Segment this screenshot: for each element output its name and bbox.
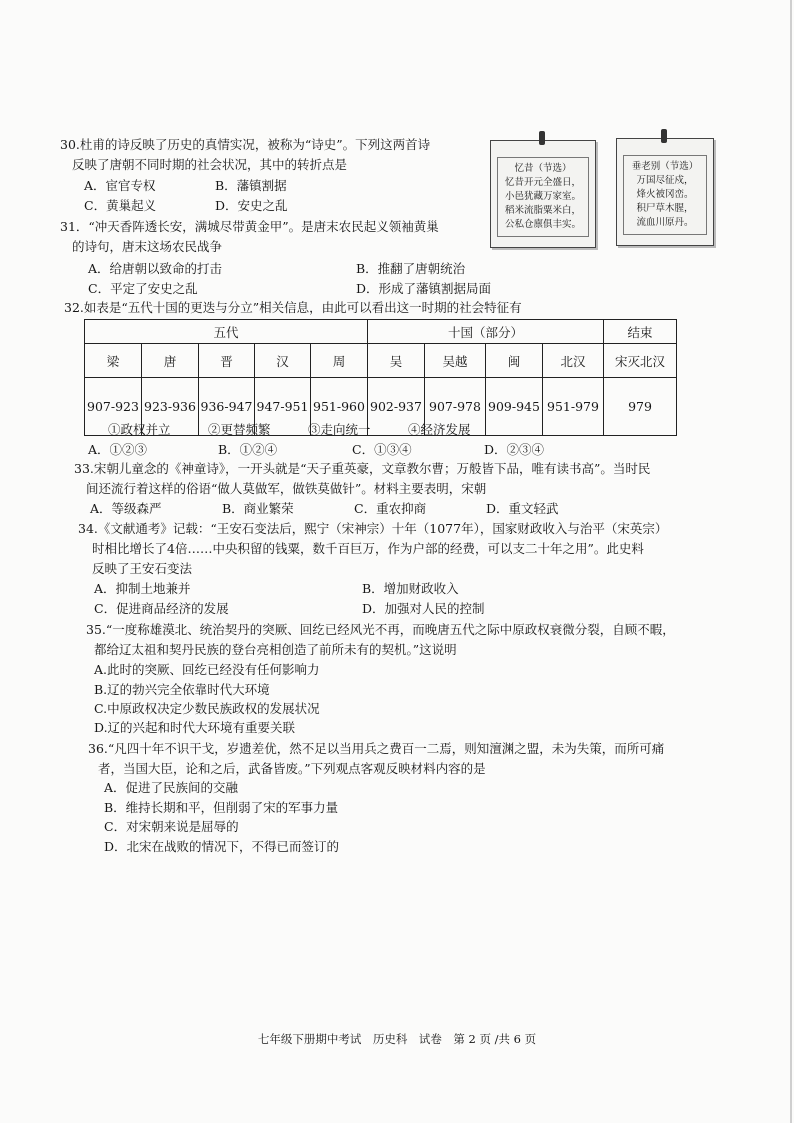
- table-cell-name: 唐: [142, 344, 199, 378]
- q36-stem-line2: 者，当国大臣，论和之后，武备皆废。”下列观点客观反映材料内容的是: [98, 761, 486, 776]
- table-cell-years: 909-945: [486, 378, 543, 436]
- table-cell-years: 907-923: [85, 378, 142, 436]
- q32-numbered-items: ①政权并立 ②更替频繁 ③走向统一 ④经济发展: [108, 422, 471, 437]
- q34-option-c[interactable]: C．促进商品经济的发展: [94, 601, 229, 616]
- q33-option-a[interactable]: A．等级森严: [90, 501, 162, 516]
- q32-option-a[interactable]: A．①②③: [88, 442, 148, 457]
- table-cell-name: 汉: [255, 344, 311, 378]
- q34-option-d[interactable]: D．加强对人民的控制: [362, 601, 485, 616]
- q30-stem-line2: 反映了唐朝不同时期的社会状况，其中的转折点是: [72, 157, 348, 172]
- poem-title: 忆昔（节选）: [514, 163, 572, 174]
- q35-option-b[interactable]: B.辽的勃兴完全依靠时代大环境: [94, 682, 270, 697]
- q31-option-a[interactable]: A．给唐朝以致命的打击: [88, 261, 223, 276]
- poem-line: 万国尽征戍，: [636, 175, 694, 186]
- q33-option-c[interactable]: C．重农抑商: [354, 501, 427, 516]
- q34-stem-line2: 时相比增长了4倍……中央积留的钱粟，数千百巨万，作为户部的经费，可以支二十年之用”。此史料: [92, 541, 644, 556]
- q35-option-d[interactable]: D.辽的兴起和时代大环境有重要关联: [94, 720, 296, 735]
- q31-stem-line2: 的诗句，唐末这场农民战争: [72, 239, 223, 254]
- table-group-header: 五代: [85, 320, 368, 344]
- q36-option-c[interactable]: C．对宋朝来说是屈辱的: [104, 819, 239, 834]
- table-cell-years: 951-979: [543, 378, 604, 436]
- q35-option-a[interactable]: A.此时的突厥、回纥已经没有任何影响力: [94, 662, 320, 677]
- table-cell-name: 北汉: [543, 344, 604, 378]
- table-cell-years: 947-951: [255, 378, 311, 436]
- q35-stem-line1: 35.“一度称雄漠北、统治契丹的突厥、回纥已经风光不再，而晚唐五代之际中原政权衰微分裂，自顾不暇，: [86, 622, 675, 637]
- q31-option-b[interactable]: B．推翻了唐朝统治: [356, 261, 466, 276]
- q36-option-a[interactable]: A．促进了民族间的交融: [104, 780, 239, 795]
- q36-stem-line1: 36.“凡四十年不识干戈，岁遗差优，然不足以当用兵之费百一二焉，则知澶渊之盟，未为失策，而所可痛: [88, 741, 665, 756]
- q30-option-d[interactable]: D．安史之乱: [215, 198, 288, 213]
- q33-stem-line2: 间还流行着这样的俗语“做人莫做军，做铁莫做针”。材料主要表明，宋朝: [86, 481, 487, 496]
- table-cell-years: 902-937: [368, 378, 425, 436]
- table-cell-name: 吴: [368, 344, 425, 378]
- poem-line: 稻米流脂粟米白，: [504, 205, 581, 216]
- q31-option-c[interactable]: C．平定了安史之乱: [88, 281, 198, 296]
- table-group-header: 十国（部分）: [368, 320, 604, 344]
- q34-stem-line3: 反映了王安石变法: [92, 561, 193, 576]
- q33-option-d[interactable]: D．重文轻武: [486, 501, 559, 516]
- poem-card-yixi: [490, 140, 596, 248]
- q31-option-d[interactable]: D．形成了藩镇割据局面: [356, 281, 492, 296]
- table-group-header: 结束: [604, 320, 677, 344]
- q31-stem-line1: 31．“冲天香阵透长安，满城尽带黄金甲”。是唐末农民起义领袖黄巢: [60, 219, 439, 234]
- scan-edge: [790, 0, 792, 1123]
- q35-option-c[interactable]: C.中原政权决定少数民族政权的发展状况: [94, 701, 320, 716]
- dynasty-table: [84, 319, 677, 436]
- pin-icon: [539, 131, 545, 145]
- poem-frame: [497, 157, 589, 237]
- q30-option-a[interactable]: A．宦官专权: [84, 178, 156, 193]
- q30-option-c[interactable]: C．黄巢起义: [84, 198, 157, 213]
- q34-option-b[interactable]: B．增加财政收入: [362, 581, 459, 596]
- table-cell-years: 923-936: [142, 378, 199, 436]
- q35-stem-line2: 都给辽太祖和契丹民族的登台亮相创造了前所未有的契机。”这说明: [94, 642, 457, 657]
- poem-card-chuilaobie: [616, 138, 714, 246]
- q33-stem-line1: 33.宋朝儿童念的《神童诗》，一开头就是“天子重英豪，文章教尔曹；万般皆下品，唯有读书高”。当时民: [74, 461, 651, 476]
- q34-stem-line1: 34.《文献通考》记载：“王安石变法后，熙宁（宋神宗）十年（1077年），国家财政收入与治平（宋英宗）: [78, 521, 668, 536]
- q32-option-b[interactable]: B．①②④: [218, 442, 278, 457]
- q30-stem-line1: 30.杜甫的诗反映了历史的真情实况，被称为“诗史”。下列这两首诗: [60, 137, 431, 152]
- poem-line: 烽火被冈峦。: [636, 189, 694, 200]
- pin-icon: [661, 129, 667, 143]
- table-cell-name: 吴越: [425, 344, 486, 378]
- q32-stem: 32.如表是“五代十国的更迭与分立”相关信息，由此可以看出这一时期的社会特征有: [64, 300, 522, 315]
- table-cell-name: 梁: [85, 344, 142, 378]
- poem-line: 公私仓廪俱丰实。: [504, 219, 581, 230]
- q30-option-b[interactable]: B．藩镇割据: [215, 178, 287, 193]
- page-footer: 七年级下册期中考试 历史科 试卷 第 2 页 /共 6 页: [257, 1032, 537, 1046]
- poem-frame: [623, 155, 707, 235]
- poem-line: 忆昔开元全盛日，: [504, 177, 581, 188]
- poem-line: 积尸草木腥，: [636, 203, 694, 214]
- table-cell-name: 闽: [486, 344, 543, 378]
- table-cell-years: 907-978: [425, 378, 486, 436]
- poem-line: 流血川原丹。: [636, 217, 694, 228]
- table-cell-years: 951-960: [311, 378, 368, 436]
- q36-option-b[interactable]: B．维持长期和平，但削弱了宋的军事力量: [104, 800, 339, 815]
- poem-title: 垂老别（节选）: [631, 161, 699, 172]
- q33-option-b[interactable]: B．商业繁荣: [222, 501, 294, 516]
- table-cell-years: 979: [604, 378, 677, 436]
- table-cell-years: 936-947: [199, 378, 255, 436]
- poem-line: 小邑犹藏万家室。: [504, 191, 581, 202]
- q32-option-d[interactable]: D．②③④: [484, 442, 545, 457]
- table-cell-name: 宋灭北汉: [604, 344, 677, 378]
- q32-option-c[interactable]: C．①③④: [352, 442, 412, 457]
- q36-option-d[interactable]: D．北宋在战败的情况下，不得已而签订的: [104, 839, 340, 854]
- table-cell-name: 晋: [199, 344, 255, 378]
- q34-option-a[interactable]: A．抑制土地兼并: [94, 581, 191, 596]
- table-cell-name: 周: [311, 344, 368, 378]
